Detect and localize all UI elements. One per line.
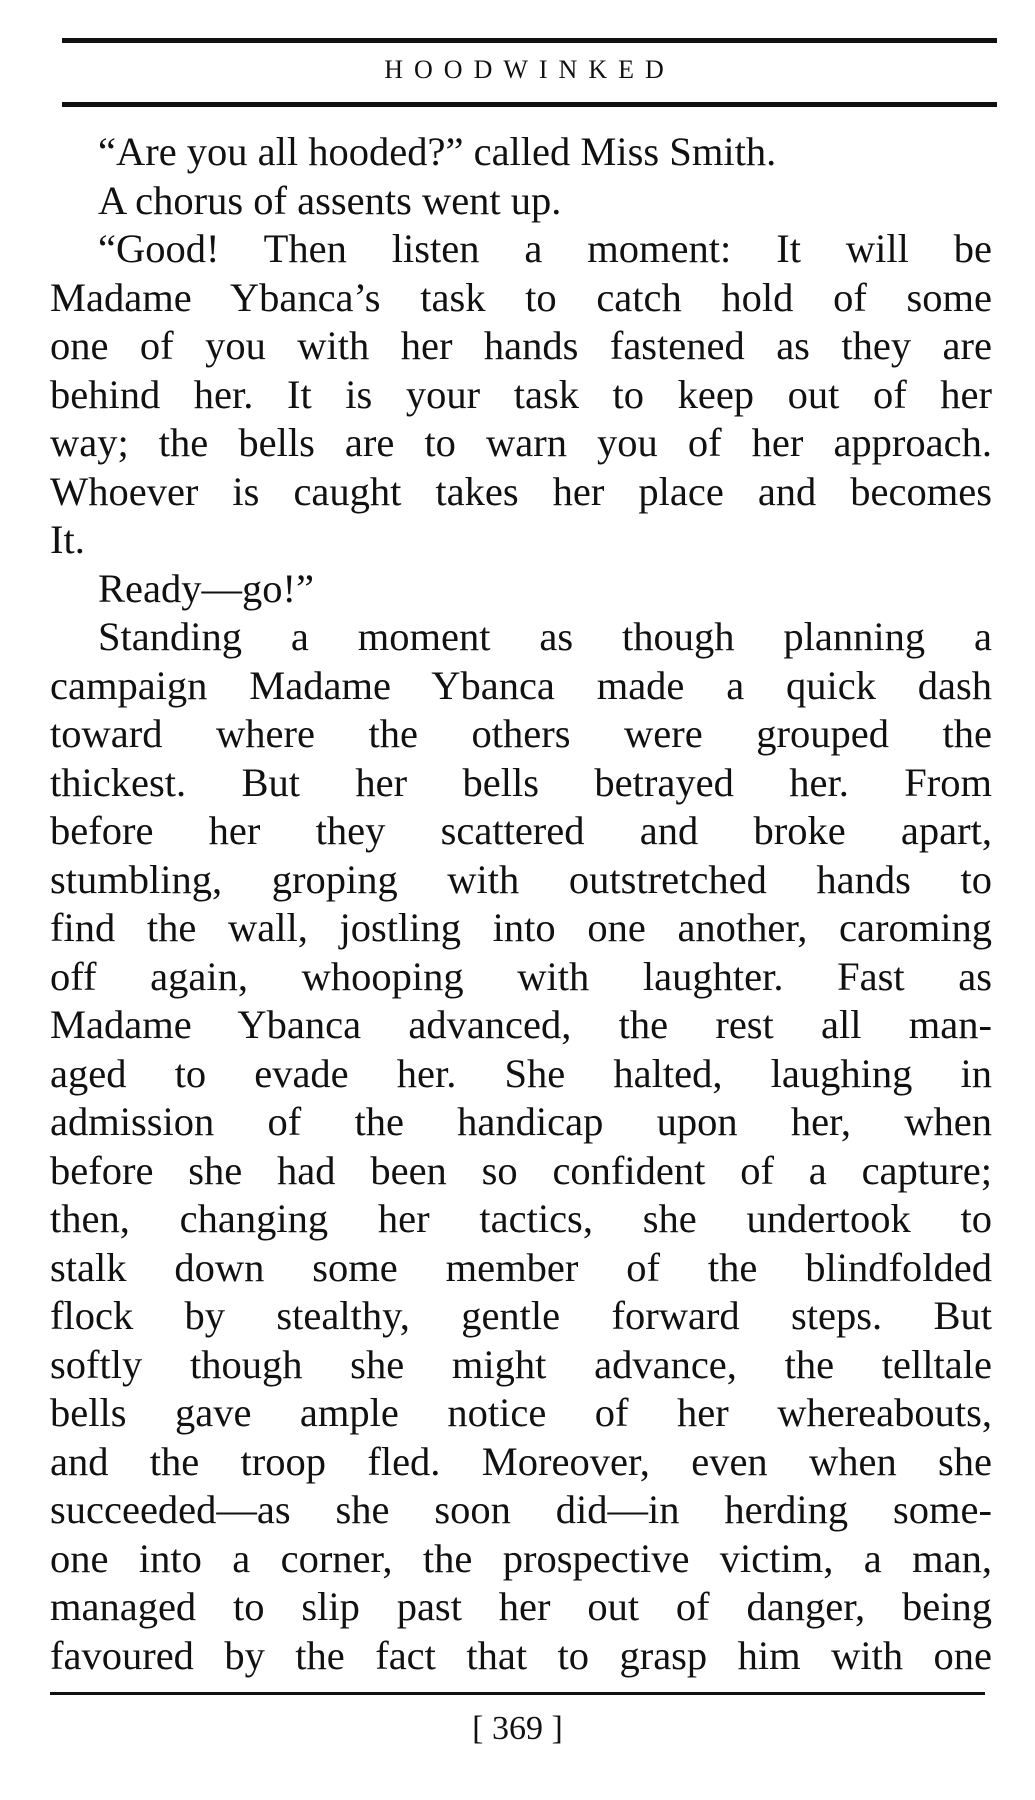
text-line: Ready—go!” (98, 565, 314, 611)
text-line: thickest. But her bells betrayed her. From (50, 759, 992, 805)
text-line: campaign Madame Ybanca made a quick dash (50, 662, 992, 708)
text-line: favoured by the fact that to grasp him with one (50, 1632, 992, 1678)
text-line: before her they scattered and broke apart, (50, 808, 992, 853)
text-line: then, changing her tactics, she undertook to (50, 1196, 992, 1241)
text-line: stumbling, groping with outstretched hands to (50, 856, 992, 902)
text-line: Standing a moment as though planning a (98, 614, 992, 659)
text-line: and the troop fled. Moreover, even when she (50, 1438, 992, 1484)
text-line: toward where the others were grouped the (50, 711, 992, 756)
text-line: before she had been so confident of a capture; (50, 1147, 992, 1193)
running-head: HOODWINKED (384, 55, 675, 84)
text-line: admission of the handicap upon her, when (50, 1099, 992, 1144)
text-line: succeeded—as she soon did—in herding some- (50, 1487, 992, 1532)
text-line: one into a corner, the prospective victim, a man, (50, 1535, 992, 1581)
text-line: flock by stealthy, gentle forward steps. But (50, 1293, 992, 1338)
text-line: Madame Ybanca’s task to catch hold of some (50, 274, 992, 320)
header-bottom-rule (62, 102, 997, 107)
text-line: “Are you all hooded?” called Miss Smith. (98, 129, 777, 174)
text-line: find the wall, jostling into one another, caroming (50, 905, 992, 950)
text-line: Whoever is caught takes her place and becomes (50, 468, 992, 514)
text-line: It. (50, 517, 85, 562)
text-line: Madame Ybanca advanced, the rest all man- (50, 1002, 992, 1047)
text-line: off again, whooping with laughter. Fast as (50, 953, 992, 999)
header-top-rule (62, 38, 997, 43)
text-line: softly though she might advance, the telltale (50, 1341, 992, 1387)
text-line: aged to evade her. She halted, laughing in (50, 1050, 992, 1096)
page-number: [ 369 ] (472, 1710, 563, 1747)
body-text (50, 128, 992, 1680)
text-line: behind her. It is your task to keep out of her (50, 371, 992, 417)
footer-rule (50, 1692, 985, 1695)
text-line: “Good! Then listen a moment: It will be (98, 226, 992, 271)
text-line: way; the bells are to warn you of her approach. (50, 420, 992, 465)
text-line: A chorus of assents went up. (98, 177, 562, 223)
text-line: bells gave ample notice of her whereabouts, (50, 1390, 992, 1435)
text-line: one of you with her hands fastened as they are (50, 323, 992, 368)
text-line: managed to slip past her out of danger, being (50, 1584, 992, 1629)
text-line: stalk down some member of the blindfolded (50, 1244, 992, 1290)
